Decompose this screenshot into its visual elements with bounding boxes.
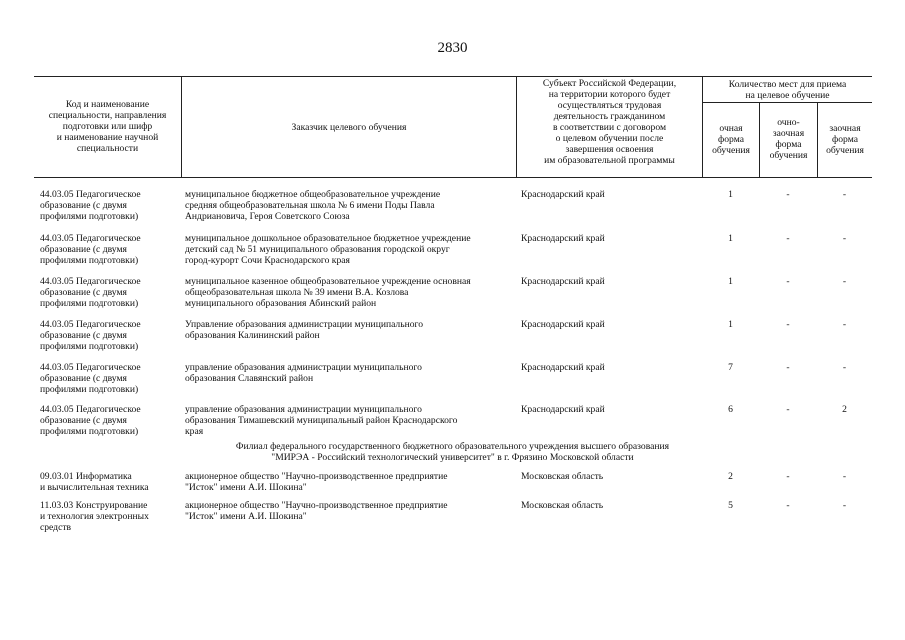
mixed-count: - xyxy=(786,362,790,373)
specialty-line: профилями подготовки) xyxy=(40,341,139,352)
customer-line: края xyxy=(185,426,204,437)
extramural-count: - xyxy=(842,319,847,330)
mixed-count: - xyxy=(786,404,790,415)
customer-line: детский сад № 51 муниципального образования городской округ xyxy=(185,244,450,255)
header-subject-column xyxy=(518,78,701,166)
extramural-count: - xyxy=(842,276,847,287)
header-code-line: подготовки или шифр xyxy=(62,121,153,132)
header-subject-line: Субъект Российской Федерации, xyxy=(542,78,677,89)
header-form-extramural xyxy=(818,123,872,156)
section-title-line: Филиал федерального государственного бюджетного образовательного учреждения высшего образования xyxy=(235,441,670,452)
region-cell: Московская область xyxy=(521,471,604,482)
full-time-count: 1 xyxy=(728,276,733,287)
header-top-rule xyxy=(34,76,872,77)
customer-line: "Исток" имени А.И. Шокина" xyxy=(185,511,307,522)
customer-line: акционерное общество "Научно-производственное предприятие xyxy=(185,471,448,482)
specialty-line: и вычислительная техника xyxy=(40,482,149,493)
header-form-line: обучения xyxy=(826,145,864,156)
customer-line: акционерное общество "Научно-производственное предприятие xyxy=(185,500,448,511)
mixed-count: - xyxy=(786,233,790,244)
extramural-count: - xyxy=(842,500,847,511)
specialty-line: образование (с двумя xyxy=(40,330,127,341)
customer-line: Управление образования администрации муниципального xyxy=(185,319,424,330)
header-form-line: обучения xyxy=(712,145,750,156)
header-subject-line: осуществляться трудовая xyxy=(557,100,662,111)
specialty-line: 44.03.05 Педагогическое xyxy=(40,362,141,373)
table-row xyxy=(0,362,905,404)
full-time-count: 1 xyxy=(728,189,733,200)
customer-cell xyxy=(185,189,515,222)
header-form-mixed xyxy=(760,117,817,161)
specialty-line: 44.03.05 Педагогическое xyxy=(40,233,141,244)
customer-line: образования Славянский район xyxy=(185,373,314,384)
customer-line: общеобразовательная школа № 39 имени В.А. Козлова xyxy=(185,287,409,298)
header-form-line: форма xyxy=(718,134,744,145)
header-form-line: заочная xyxy=(772,128,805,139)
region-cell: Краснодарский край xyxy=(521,319,605,330)
mixed-count: - xyxy=(786,189,790,200)
header-form-line: обучения xyxy=(769,150,808,161)
customer-cell xyxy=(185,319,515,341)
header-code-line: специальности, направления xyxy=(48,110,167,121)
header-subject-line: на территории которого будет xyxy=(548,89,671,100)
region-cell: Краснодарский край xyxy=(521,362,605,373)
table-row xyxy=(0,189,905,233)
specialty-line: образование (с двумя xyxy=(40,287,127,298)
specialty-cell xyxy=(40,362,180,395)
specialty-line: 09.03.01 Информатика xyxy=(40,471,132,482)
customer-cell xyxy=(185,233,515,266)
header-subject-line: в соответствии с договором xyxy=(552,122,667,133)
full-time-count: 7 xyxy=(728,362,733,373)
specialty-cell xyxy=(40,500,180,533)
header-form-line: очная xyxy=(719,123,743,134)
specialty-line: профилями подготовки) xyxy=(40,384,139,395)
full-time-count: 1 xyxy=(728,319,733,330)
places-subheader-rule xyxy=(702,102,872,103)
header-places-line: Количество мест для приема xyxy=(728,79,847,90)
customer-line: Андриановича, Героя Советского Союза xyxy=(185,211,350,222)
table-row xyxy=(0,404,905,441)
specialty-line: образование (с двумя xyxy=(40,200,127,211)
header-code-column xyxy=(36,99,179,154)
mixed-count: - xyxy=(786,471,790,482)
region-cell: Краснодарский край xyxy=(521,404,605,415)
customer-cell xyxy=(185,471,515,493)
extramural-count: 2 xyxy=(842,404,847,415)
customer-line: "Исток" имени А.И. Шокина" xyxy=(185,482,307,493)
specialty-cell xyxy=(40,471,180,493)
specialty-cell xyxy=(40,404,180,437)
extramural-count: - xyxy=(842,189,847,200)
specialty-line: 44.03.05 Педагогическое xyxy=(40,189,141,200)
customer-cell xyxy=(185,276,515,309)
table-row xyxy=(0,233,905,276)
section-title xyxy=(0,441,905,471)
full-time-count: 2 xyxy=(728,471,733,482)
table-row xyxy=(0,471,905,500)
specialty-line: 11.03.03 Конструирование xyxy=(40,500,148,511)
specialty-cell xyxy=(40,189,180,222)
region-cell: Краснодарский край xyxy=(521,189,605,200)
specialty-line: профилями подготовки) xyxy=(40,426,139,437)
customer-line: управление образования администрации муниципального xyxy=(185,362,422,373)
table-body xyxy=(0,189,905,536)
page-number: 2830 xyxy=(437,40,468,56)
mixed-count: - xyxy=(786,500,790,511)
specialty-line: средств xyxy=(40,522,72,533)
specialty-line: образование (с двумя xyxy=(40,244,127,255)
header-bottom-rule xyxy=(34,177,872,178)
header-subject-line: завершения освоения xyxy=(565,144,654,155)
extramural-count: - xyxy=(842,233,847,244)
mixed-count: - xyxy=(786,319,790,330)
header-customer-text: Заказчик целевого обучения xyxy=(291,122,407,133)
table-row xyxy=(0,500,905,536)
specialty-cell xyxy=(40,233,180,266)
customer-line: муниципальное казенное общеобразовательное учреждение основная xyxy=(185,276,471,287)
header-customer-column xyxy=(183,122,515,133)
header-divider-1 xyxy=(181,76,182,177)
mixed-count: - xyxy=(786,276,790,287)
customer-line: образования Калининский район xyxy=(185,330,320,341)
specialty-line: образование (с двумя xyxy=(40,415,127,426)
customer-line: средняя общеобразовательная школа № 6 имени Поды Павла xyxy=(185,200,435,211)
header-subject-line: деятельность гражданином xyxy=(553,111,666,122)
header-code-line: Код и наименование xyxy=(65,99,150,110)
full-time-count: 1 xyxy=(728,233,733,244)
header-subject-line: им образовательной программы xyxy=(544,155,675,166)
customer-line: муниципального образования Абинский район xyxy=(185,298,377,309)
customer-cell xyxy=(185,404,515,437)
specialty-line: и технология электронных xyxy=(40,511,149,522)
table-row xyxy=(0,319,905,362)
customer-line: город-курорт Сочи Краснодарского края xyxy=(185,255,350,266)
extramural-count: - xyxy=(842,471,847,482)
section-title-line: "МИРЭА - Российский технологический университет" в г. Фрязино Московской области xyxy=(271,452,634,463)
region-cell: Краснодарский край xyxy=(521,276,605,287)
header-subject-line: о целевом обучении после xyxy=(555,133,664,144)
customer-line: управление образования администрации муниципального xyxy=(185,404,422,415)
customer-cell xyxy=(185,500,515,522)
header-form-full xyxy=(703,123,759,156)
header-code-line: и наименование научной xyxy=(56,132,159,143)
table-row xyxy=(0,276,905,319)
customer-line: муниципальное дошкольное образовательное бюджетное учреждение xyxy=(185,233,471,244)
header-code-line: специальности xyxy=(76,143,139,154)
region-cell: Краснодарский край xyxy=(521,233,605,244)
header-form-line: форма xyxy=(832,134,858,145)
specialty-line: образование (с двумя xyxy=(40,373,127,384)
specialty-line: 44.03.05 Педагогическое xyxy=(40,404,141,415)
header-form-line: заочная xyxy=(829,123,861,134)
header-places-column xyxy=(703,79,872,101)
specialty-line: профилями подготовки) xyxy=(40,298,139,309)
specialty-cell xyxy=(40,276,180,309)
specialty-line: 44.03.05 Педагогическое xyxy=(40,319,141,330)
header-places-line: на целевое обучение xyxy=(745,90,830,101)
extramural-count: - xyxy=(842,362,847,373)
header-divider-2 xyxy=(516,76,517,177)
full-time-count: 5 xyxy=(728,500,733,511)
header-form-line: форма xyxy=(775,139,802,150)
customer-line: муниципальное бюджетное общеобразовательное учреждение xyxy=(185,189,441,200)
customer-cell xyxy=(185,362,515,384)
region-cell: Московская область xyxy=(521,500,604,511)
specialty-cell xyxy=(40,319,180,352)
specialty-line: профилями подготовки) xyxy=(40,255,139,266)
specialty-line: 44.03.05 Педагогическое xyxy=(40,276,141,287)
specialty-line: профилями подготовки) xyxy=(40,211,139,222)
customer-line: образования Тимашевский муниципальный район Краснодарского xyxy=(185,415,458,426)
header-form-line: очно- xyxy=(777,117,800,128)
full-time-count: 6 xyxy=(728,404,733,415)
